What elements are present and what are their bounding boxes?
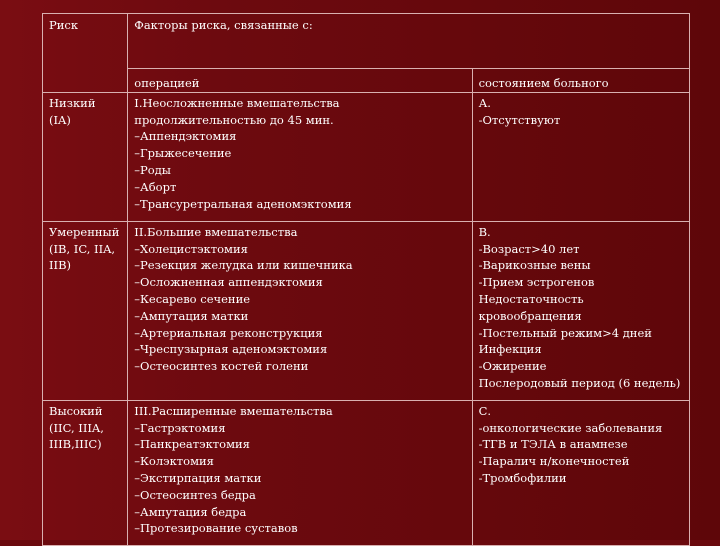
patient-factors-cell bbox=[472, 221, 689, 400]
patient-line: -Тромбофилии bbox=[478, 470, 567, 485]
patient-line: В. bbox=[478, 224, 491, 239]
operation-factors-cell bbox=[128, 221, 472, 400]
operation-line: –Остеосинтез бедра bbox=[134, 487, 256, 502]
header-factors-cell bbox=[128, 14, 690, 69]
operation-line: –Аппендэктомия bbox=[134, 129, 237, 144]
risk-level-cell bbox=[43, 400, 128, 545]
operation-line: –Кесарево сечение bbox=[134, 291, 251, 306]
operation-line: –Осложненная аппендэктомия bbox=[134, 275, 323, 290]
patient-line: -Постельный режим>4 дней bbox=[478, 325, 652, 340]
patient-line: -Варикозные вены bbox=[478, 258, 591, 273]
operation-line: –Гастрэктомия bbox=[134, 420, 226, 435]
risk-line: Высокий bbox=[49, 403, 103, 418]
header-risk-cell bbox=[43, 14, 128, 93]
risk-level-cell bbox=[43, 92, 128, 221]
patient-line: -ТГВ и ТЭЛА в анамнезе bbox=[478, 437, 628, 452]
risk-line: Низкий bbox=[49, 95, 96, 110]
operation-line: III.Расширенные вмешательства bbox=[134, 403, 333, 418]
operation-line: –Аборт bbox=[134, 179, 177, 194]
operation-factors-cell bbox=[128, 400, 472, 545]
header-patient: состоянием больного bbox=[478, 76, 609, 90]
patient-line: -Возраст>40 лет bbox=[478, 241, 580, 256]
operation-line: –Ампутация матки bbox=[134, 308, 249, 323]
operation-line: –Панкреатэктомия bbox=[134, 437, 250, 452]
operation-line: –Трансуретральная аденомэктомия bbox=[134, 196, 352, 211]
operation-line: –Экстирпация матки bbox=[134, 470, 262, 485]
risk-line: IIB) bbox=[49, 258, 72, 273]
table-row-low bbox=[43, 92, 690, 221]
patient-line: Послеродовый период (6 недель) bbox=[478, 375, 681, 390]
patient-line: кровообращения bbox=[478, 308, 582, 323]
risk-line: (IIC, IIIA, bbox=[49, 420, 104, 435]
patient-line: Инфекция bbox=[478, 342, 542, 357]
operation-line: –Чреспузырная аденомэктомия bbox=[134, 342, 328, 357]
operation-line: продолжительностью до 45 мин. bbox=[134, 112, 334, 127]
operation-line: –Резекция желудка или кишечника bbox=[134, 258, 353, 273]
header-factors: Факторы риска, связанные с: bbox=[134, 18, 313, 32]
patient-line: -онкологические заболевания bbox=[478, 420, 663, 435]
operation-line: II.Большие вмешательства bbox=[134, 224, 298, 239]
patient-line: -Паралич н/конечностей bbox=[478, 454, 630, 469]
patient-line: -Прием эстрогенов bbox=[478, 275, 595, 290]
table-header-row bbox=[43, 14, 690, 69]
patient-line: С. bbox=[478, 403, 492, 418]
table-subheader-row bbox=[43, 69, 690, 93]
patient-factors-cell bbox=[472, 92, 689, 221]
risk-level-cell bbox=[43, 221, 128, 400]
header-patient-cell bbox=[472, 69, 689, 93]
operation-line: –Остеосинтез костей голени bbox=[134, 359, 309, 374]
header-operation: операцией bbox=[134, 76, 200, 90]
table-row-moderate bbox=[43, 221, 690, 400]
operation-line: –Грыжесечение bbox=[134, 146, 232, 161]
risk-line: (IA) bbox=[49, 112, 71, 127]
operation-line: –Роды bbox=[134, 162, 171, 177]
header-operation-cell bbox=[128, 69, 472, 93]
operation-line: –Колэктомия bbox=[134, 454, 214, 469]
operation-line: –Протезирование суставов bbox=[134, 521, 298, 536]
operation-line: I.Неосложненные вмешательства bbox=[134, 95, 340, 110]
patient-line: -Ожирение bbox=[478, 359, 547, 374]
operation-line: –Ампутация бедра bbox=[134, 504, 247, 519]
risk-line: (IB, IC, IIA, bbox=[49, 241, 116, 256]
operation-factors-cell bbox=[128, 92, 472, 221]
risk-factors-table bbox=[42, 13, 690, 546]
patient-factors-cell bbox=[472, 400, 689, 545]
patient-line: Недостаточность bbox=[478, 291, 584, 306]
risk-line: IIIB,IIIC) bbox=[49, 437, 102, 452]
operation-line: –Артериальная реконструкция bbox=[134, 325, 323, 340]
risk-line: Умеренный bbox=[49, 224, 120, 239]
header-risk: Риск bbox=[49, 18, 79, 32]
patient-line: А. bbox=[478, 95, 491, 110]
table-row-high bbox=[43, 400, 690, 545]
patient-line: -Отсутствуют bbox=[478, 112, 561, 127]
operation-line: –Холецистэктомия bbox=[134, 241, 248, 256]
